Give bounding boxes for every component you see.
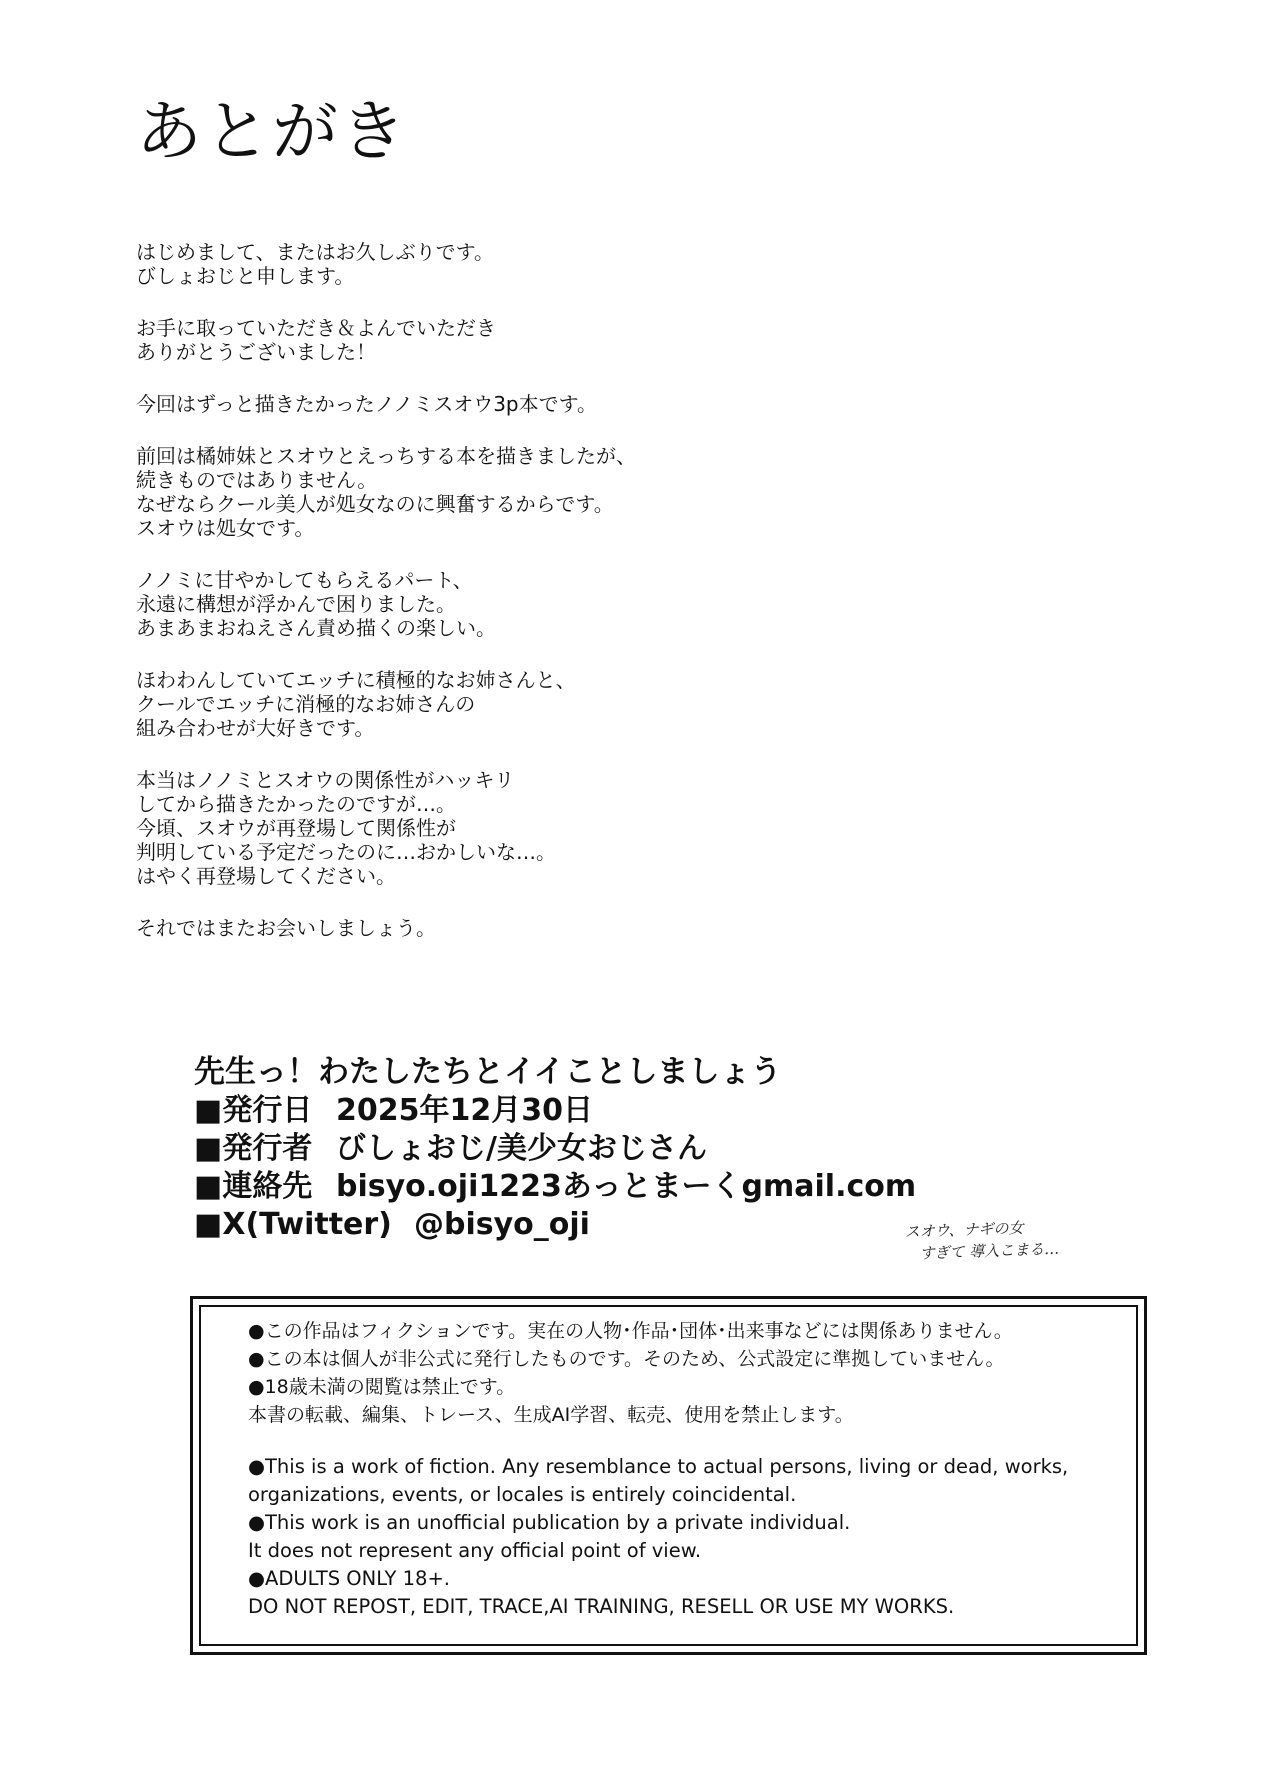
disclaimer-en-line: It does not represent any official point of view. [248, 1539, 702, 1562]
afterword-line: それではまたお会いしましょう。 [136, 916, 436, 940]
contact-value: bisyo.oji1223あっとまーくgmail.com [336, 1169, 917, 1204]
disclaimer-text [248, 1317, 1108, 1621]
afterword-line: 今頃、スオウが再登場して関係性が [136, 816, 456, 840]
publisher-label: ■発行者 [194, 1131, 313, 1166]
disclaimer-en-line: ●ADULTS ONLY 18+. [248, 1567, 450, 1590]
afterword-line: お手に取っていただき＆よんでいただき [136, 316, 496, 340]
disclaimer-en-line: organizations, events, or locales is entirely coincidental. [248, 1483, 797, 1506]
afterword-paragraph [136, 768, 836, 888]
afterword-line: あまあまおねえさん責め描くの楽しい。 [136, 616, 496, 640]
book-title: 先生っ！わたしたちとイイことしましょう [194, 1054, 782, 1090]
afterword-line: はやく再登場してください。 [136, 864, 396, 888]
afterword-body [136, 240, 836, 968]
afterword-paragraph [136, 392, 836, 416]
handwritten-note-line: スオウ、ナギの女 [904, 1218, 1024, 1241]
afterword-paragraph [136, 240, 836, 288]
disclaimer-box [190, 1296, 1147, 1655]
afterword-line: 組み合わせが大好きです。 [136, 716, 375, 740]
publisher-value: びしょおじ/美少女おじさん [336, 1131, 707, 1166]
disclaimer-jp-line: ●18歳未満の閲覧は禁止です。 [248, 1376, 516, 1398]
afterword-line: クールでエッチに消極的なお姉さんの [136, 692, 476, 716]
twitter-row [194, 1206, 916, 1244]
afterword-paragraph [136, 316, 836, 364]
afterword-line: 続きものではありません。 [136, 468, 378, 492]
afterword-line: びしょおじと申します。 [136, 264, 355, 288]
publish-date-value: 2025年12月30日 [336, 1093, 593, 1128]
afterword-line: 判明している予定だったのに…おかしいな…。 [136, 840, 556, 864]
disclaimer-en-line: ●This is a work of fiction. Any resemblance to actual persons, living or dead, works, [248, 1455, 1069, 1478]
afterword-paragraph [136, 916, 836, 940]
afterword-line: ありがとうございました！ [136, 340, 376, 364]
handwritten-note-line: すぎて 導入こまる… [919, 1239, 1060, 1263]
afterword-paragraph [136, 444, 836, 540]
afterword-line: 本当はノノミとスオウの関係性がハッキリ [136, 768, 515, 792]
afterword-line: なぜならクール美人が処女なのに興奮するからです。 [136, 492, 614, 516]
afterword-line: ほわわんしていてエッチに積極的なお姉さんと、 [136, 668, 576, 692]
disclaimer-jp-line: 本書の転載、編集、トレース、生成AI学習、転売、使用を禁止します。 [248, 1404, 854, 1426]
twitter-handle: @bisyo_oji [414, 1207, 590, 1242]
afterword-line: してから描きたかったのですが…。 [136, 792, 456, 816]
contact-row [194, 1168, 916, 1206]
afterword-paragraph [136, 668, 836, 740]
disclaimer-en-line: ●This work is an unofficial publication by a private individual. [248, 1511, 851, 1534]
afterword-line: 今回はずっと描きたかったノノミスオウ3p本です。 [136, 392, 598, 416]
contact-label: ■連絡先 [194, 1169, 313, 1204]
afterword-line: ノノミに甘やかしてもらえるパート、 [136, 568, 473, 592]
twitter-label: ■X(Twitter) [194, 1207, 392, 1242]
disclaimer-jp-line: ●この本は個人が非公式に発行したものです。そのため、公式設定に準拠していません。 [248, 1348, 1005, 1370]
publish-date-row [194, 1092, 916, 1130]
afterword-paragraph [136, 568, 836, 640]
disclaimer-gap [248, 1429, 1108, 1453]
afterword-line: 永遠に構想が浮かんで困りました。 [136, 592, 456, 616]
publish-date-label: ■発行日 [194, 1093, 313, 1128]
disclaimer-en-line: DO NOT REPOST, EDIT, TRACE,AI TRAINING, RESELL OR USE MY WORKS. [248, 1595, 955, 1618]
publisher-row [194, 1130, 916, 1168]
handwritten-note [904, 1215, 1075, 1265]
afterword-line: はじめまして、またはお久しぶりです。 [136, 240, 494, 264]
afterword-line: スオウは処女です。 [136, 516, 315, 540]
disclaimer-jp-line: ●この作品はフィクションです。実在の人物･作品･団体･出来事などには関係ありません。 [248, 1320, 1013, 1342]
page-title: あとがき [136, 93, 408, 170]
afterword-line: 前回は橘姉妹とスオウとえっちする本を描きましたが、 [136, 444, 636, 468]
colophon [194, 1052, 916, 1244]
